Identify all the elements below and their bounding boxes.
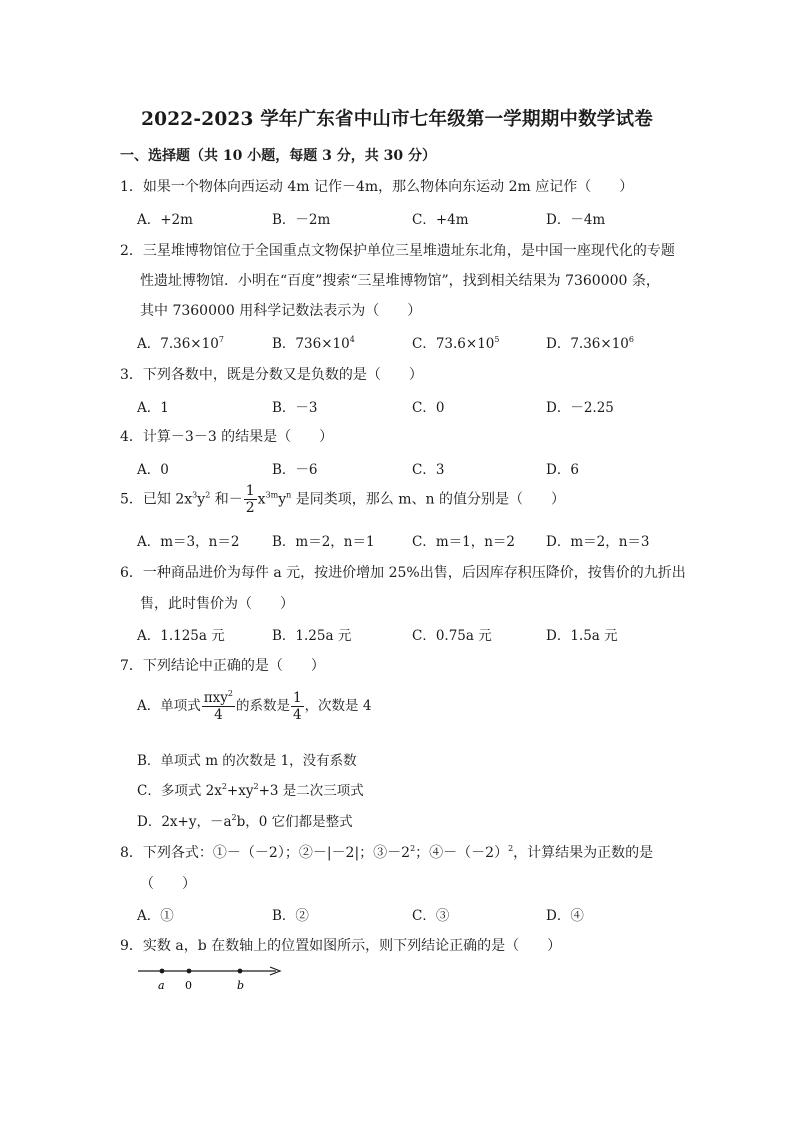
q5-exp-3: 3m (265, 490, 279, 500)
point-zero (187, 969, 192, 974)
q7-c-post: +3 是二次三项式 (258, 783, 364, 799)
q8-mid: ；④－（－2） (415, 845, 509, 861)
q2-option-b[interactable] (272, 332, 355, 352)
q3-option-d[interactable]: D．－2.25 (546, 400, 614, 416)
q7-a-frac-num (202, 690, 235, 707)
q5-term1: 5．已知 2x (120, 491, 193, 508)
q1-option-c[interactable]: C．+4m (412, 212, 469, 228)
q5-exp-1: 3 (192, 490, 198, 500)
q2-option-b-base: B．736×10 (272, 336, 350, 352)
label-b: b (237, 979, 245, 992)
q6-option-a[interactable]: A．1.125a 元 (137, 628, 225, 644)
q3-option-a[interactable]: A．1 (137, 400, 169, 416)
number-line-figure (134, 958, 294, 998)
q2-option-c-exp: 5 (494, 335, 500, 344)
q6-option-d[interactable]: D．1.5a 元 (546, 628, 618, 644)
question-2-line-3: 其中 7360000 用科学记数法表示为（ ） (140, 303, 422, 319)
q8-exp-2: 2 (508, 844, 514, 853)
q7-d-pre: D．2x+y，－a (137, 814, 232, 830)
question-6-line-1: 6．一种商品进价为每件 a 元，按进价增加 25%出售，后因库存积压降价，按售价的九折出 (120, 565, 686, 581)
section-heading: 一、选择题（共 10 小题，每题 3 分，共 30 分） (120, 148, 436, 164)
q4-option-d[interactable]: D．6 (546, 462, 579, 478)
q5-option-c[interactable]: C．m＝1，n＝2 (412, 534, 516, 550)
q6-option-c[interactable]: C．0.75a 元 (412, 628, 492, 644)
q5-frac-den: 2 (245, 500, 255, 516)
q7-c-exp-1: 2 (221, 782, 227, 791)
question-5-stem (120, 483, 565, 516)
q5-exp-4: n (286, 490, 292, 500)
q4-option-c[interactable]: C．3 (412, 462, 445, 478)
question-9-stem: 9．实数 a，b 在数轴上的位置如图所示，则下列结论正确的是（ ） (120, 938, 562, 954)
question-7-stem: 7．下列结论中正确的是（ ） (120, 658, 325, 674)
question-1-stem: 1．如果一个物体向西运动 4m 记作－4m，那么物体向东运动 2m 应记作（ ） (120, 179, 634, 195)
q2-option-a-exp: 7 (218, 335, 224, 344)
q7-a-frac-num-exp: 2 (227, 689, 233, 698)
q1-option-b[interactable]: B．－2m (272, 212, 331, 228)
q5-post: 是同类项，那么 m、n 的值分别是（ ） (291, 491, 565, 508)
q8-option-d[interactable]: D．④ (546, 908, 584, 924)
q3-option-c[interactable]: C．0 (412, 400, 445, 416)
q5-option-d[interactable]: D．m＝2，n＝3 (546, 534, 650, 550)
q6-option-b[interactable]: B．1.25a 元 (272, 628, 352, 644)
q5-option-a[interactable]: A．m＝3，n＝2 (137, 534, 240, 550)
q3-option-b[interactable]: B．－3 (272, 400, 318, 416)
q2-option-a-base: A．7.36×10 (137, 336, 219, 352)
q7-option-a[interactable] (137, 690, 371, 723)
point-b (238, 969, 243, 974)
label-a: a (158, 979, 165, 992)
q7-a-frac-den: 4 (214, 707, 223, 723)
q5-fraction (244, 483, 257, 516)
q4-option-b[interactable]: B．－6 (272, 462, 318, 478)
q8-option-b[interactable]: B．② (272, 908, 309, 924)
q7-d-post: b，0 它们都是整式 (236, 814, 353, 830)
q2-option-c-base: C．73.6×10 (412, 336, 495, 352)
q7-a-fraction (202, 690, 235, 723)
q5-y2: y (278, 491, 287, 508)
q7-c-pre: C．多项式 2x (137, 783, 222, 799)
q8-pre: 8．下列各式：①－（－2）；②－|－2|；③－2 (120, 845, 411, 861)
q1-option-a[interactable]: A．+2m (137, 212, 193, 228)
q8-exp-1: 2 (410, 844, 416, 853)
q5-x: x (257, 491, 266, 508)
q2-option-d-base: D．7.36×10 (546, 336, 629, 352)
q5-option-b[interactable]: B．m＝2，n＝1 (272, 534, 375, 550)
exam-title: 2022-2023 学年广东省中山市七年级第一学期期中数学试卷 (141, 109, 653, 130)
q8-post: ，计算结果为正数的是 (513, 845, 654, 861)
q7-option-c[interactable] (137, 779, 364, 799)
q5-frac-num: 1 (245, 483, 255, 499)
q8-option-a[interactable]: A．① (137, 908, 174, 924)
q5-y: y (197, 491, 206, 508)
q7-a-fraction-2 (291, 690, 304, 723)
q2-option-a[interactable] (137, 332, 224, 352)
question-2-line-2: 性遗址博物馆．小明在“百度”搜索“三星堆博物馆”，找到相关结果为 7360000 条， (140, 273, 660, 289)
point-a (160, 969, 165, 974)
q7-a-frac-num-text: πxy (203, 690, 228, 706)
q7-a-mid: 的系数是 (235, 698, 290, 714)
q7-c-exp-2: 2 (253, 782, 259, 791)
q7-d-exp: 2 (231, 813, 237, 822)
q7-a-frac2-den: 4 (292, 707, 302, 723)
q7-c-mid: +xy (226, 783, 254, 799)
q4-option-a[interactable]: A．0 (137, 462, 169, 478)
q8-option-c[interactable]: C．③ (412, 908, 450, 924)
q5-exp-2: 2 (205, 490, 211, 500)
question-4-stem: 4．计算－3－3 的结果是（ ） (120, 429, 334, 445)
question-8-line-2: （ ） (140, 876, 196, 892)
q7-a-pre: A．单项式 (137, 698, 201, 714)
q2-option-c[interactable] (412, 332, 499, 352)
q1-option-d[interactable]: D．－4m (546, 212, 606, 228)
question-3-stem: 3．下列各数中，既是分数又是负数的是（ ） (120, 367, 423, 383)
question-2-line-1: 2．三星堆博物馆位于全国重点文物保护单位三星堆遗址东北角，是中国一座现代化的专题 (120, 243, 675, 259)
q7-option-b[interactable]: B．单项式 m 的次数是 1，没有系数 (137, 753, 357, 769)
q2-option-d[interactable] (546, 332, 634, 352)
q5-and: 和－ (210, 491, 243, 508)
q2-option-d-exp: 6 (628, 335, 634, 344)
q7-a-frac2-num: 1 (292, 690, 302, 706)
q7-option-d[interactable] (137, 810, 353, 830)
question-6-line-2: 售，此时售价为（ ） (140, 596, 294, 612)
label-zero: 0 (185, 979, 192, 992)
q7-a-post: ，次数是 4 (304, 698, 372, 714)
question-8-line-1 (120, 842, 653, 862)
q2-option-b-exp: 4 (349, 335, 355, 344)
